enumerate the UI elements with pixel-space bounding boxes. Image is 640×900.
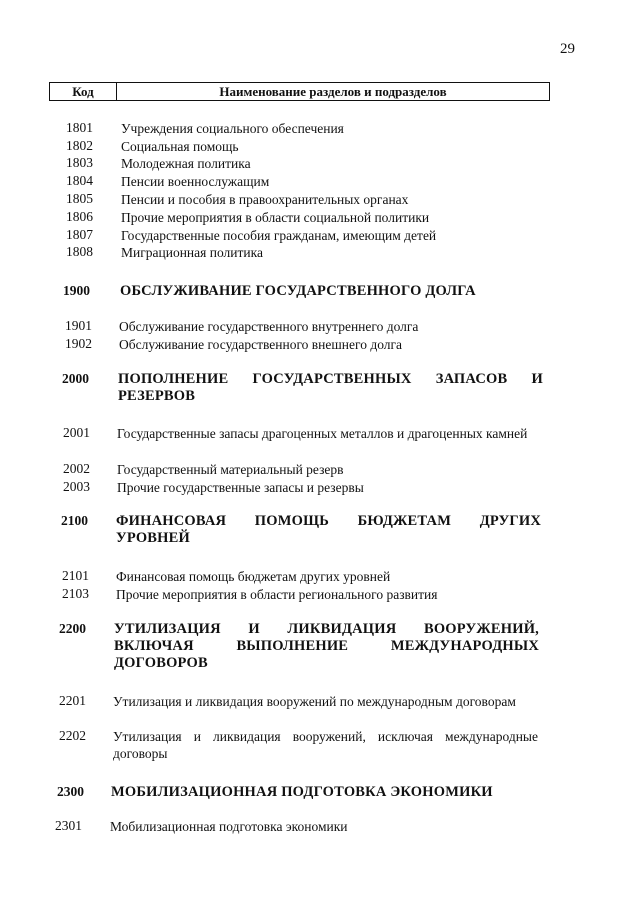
item-code: 2301 (55, 818, 82, 833)
item-text: Молодежная политика (121, 156, 251, 171)
item-text: Государственные запасы драгоценных металлов и драгоценных камней (117, 426, 528, 441)
item-text: Прочие мероприятия в области регионального развития (116, 587, 438, 602)
section-code: 2000 (62, 371, 89, 386)
item-code: 1803 (66, 155, 93, 170)
item-code: 1902 (65, 336, 92, 351)
table-header (49, 82, 550, 101)
section-code: 2100 (61, 513, 88, 528)
item-text: Социальная помощь (121, 139, 239, 154)
item-code: 1807 (66, 227, 93, 242)
item-text: Государственный материальный резерв (117, 462, 344, 477)
section-code: 2200 (59, 621, 86, 636)
section-code: 1900 (63, 283, 90, 298)
item-text: Обслуживание государственного внутреннего долга (119, 319, 419, 334)
item-text: Прочие мероприятия в области социальной политики (121, 210, 430, 225)
item-text: Прочие государственные запасы и резервы (117, 480, 364, 495)
item-code: 2202 (59, 728, 86, 743)
item-code: 1804 (66, 173, 93, 188)
item-text: Утилизация и ликвидация вооружений по международным договорам (113, 694, 516, 709)
item-text: Финансовая помощь бюджетам других уровней (116, 569, 391, 584)
section-title: ОБСЛУЖИВАНИЕ ГОСУДАРСТВЕННОГО ДОЛГА (120, 283, 476, 299)
item-code: 1802 (66, 138, 93, 153)
header-code: Код (50, 83, 117, 100)
item-code: 2103 (62, 586, 89, 601)
item-code: 1806 (66, 209, 93, 224)
item-code: 1801 (66, 120, 93, 135)
item-code: 1901 (65, 318, 92, 333)
item-code: 2201 (59, 693, 86, 708)
item-code: 2101 (62, 568, 89, 583)
item-code: 1805 (66, 191, 93, 206)
item-code: 2003 (63, 479, 90, 494)
item-code: 1808 (66, 244, 93, 259)
page-number: 29 (560, 41, 575, 57)
section-code: 2300 (57, 784, 84, 799)
section-title: МОБИЛИЗАЦИОННАЯ ПОДГОТОВКА ЭКОНОМИКИ (111, 784, 493, 800)
header-name: Наименование разделов и подразделов (219, 84, 447, 99)
section-title: ФИНАНСОВАЯ ПОМОЩЬ БЮДЖЕТАМ ДРУГИХ УРОВНЕЙ (116, 513, 541, 546)
item-text: Пенсии и пособия в правоохранительных органах (121, 192, 409, 207)
item-text: Обслуживание государственного внешнего долга (119, 337, 403, 352)
item-text: Миграционная политика (121, 245, 263, 260)
item-text: Учреждения социального обеспечения (121, 121, 344, 136)
section-title: УТИЛИЗАЦИЯ И ЛИКВИДАЦИЯ ВООРУЖЕНИЙ, ВКЛЮЧАЯ ВЫПОЛНЕНИЕ МЕЖДУНАРОДНЫХ ДОГОВОРОВ (114, 621, 539, 671)
item-text: Мобилизационная подготовка экономики (110, 819, 348, 834)
item-text: Пенсии военнослужащим (121, 174, 270, 189)
item-text: Утилизация и ликвидация вооружений, исключая международные договоры (113, 729, 538, 761)
section-title: ПОПОЛНЕНИЕ ГОСУДАРСТВЕННЫХ ЗАПАСОВ И РЕЗЕРВОВ (118, 371, 543, 404)
item-code: 2002 (63, 461, 90, 476)
item-text: Государственные пособия гражданам, имеющим детей (121, 228, 437, 243)
item-code: 2001 (63, 425, 90, 440)
